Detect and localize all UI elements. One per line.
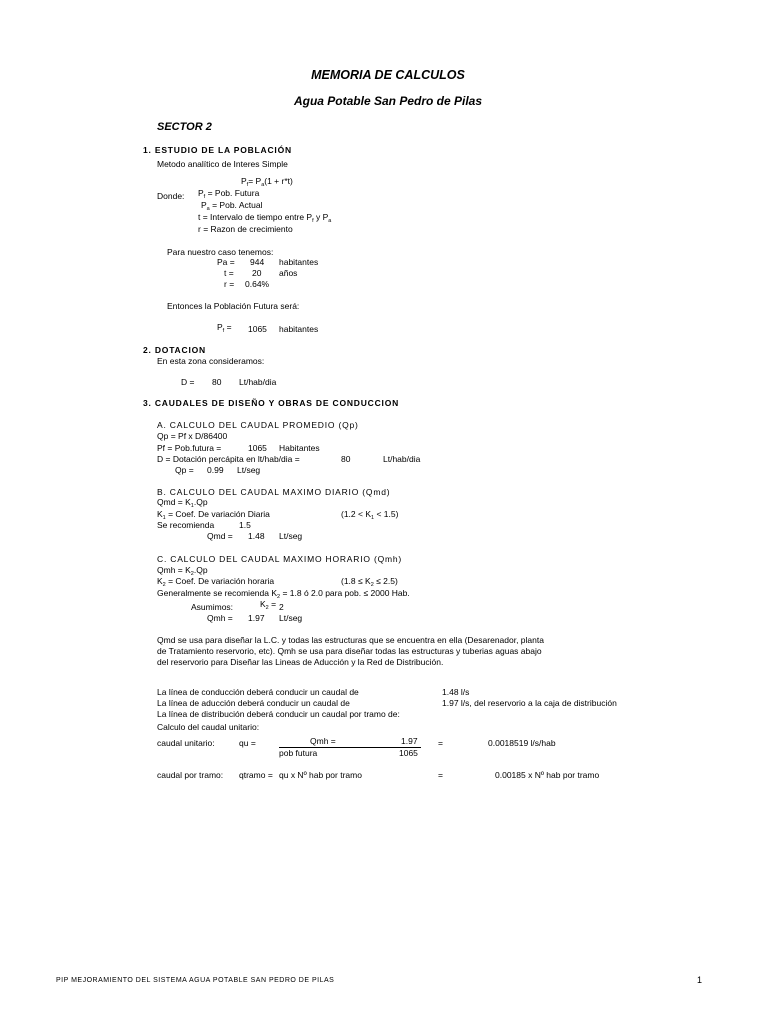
t-value: 20: [252, 268, 262, 278]
paragraph-line-3: del reservorio para Diseñar las Lineas de Aducción y la Red de Distribución.: [157, 657, 444, 667]
k2-assumed-value: 2: [279, 602, 284, 612]
pf-pob-unit: Habitantes: [279, 443, 320, 453]
recomienda-value: 1.5: [239, 520, 251, 530]
equals-sign-1: =: [438, 738, 443, 748]
caudal-por-tramo-label: caudal por tramo:: [157, 770, 224, 780]
pa-label: Pa =: [217, 257, 235, 267]
d-value: 80: [212, 377, 222, 387]
k2-assumed-label: $K_2$ =: [260, 599, 277, 611]
recomienda-label: Se recomienda: [157, 520, 215, 530]
dotacion-value: 80: [341, 454, 351, 464]
pf-value: 1065: [248, 324, 267, 334]
caso-text: Para nuestro caso tenemos:: [167, 247, 274, 257]
qmh-formula: Qmh = $K_2.Qp$: [157, 565, 208, 577]
dotacion-label: D = Dotación percápita en lt/hab/dia =: [157, 454, 300, 464]
t-unit: años: [279, 268, 298, 278]
document-subtitle: Agua Potable San Pedro de Pilas: [293, 94, 483, 108]
qmh-numerator-value: 1.97: [401, 736, 418, 746]
qmd-unit: Lt/seg: [279, 531, 303, 541]
r-label: r =: [224, 279, 235, 289]
generalmente-text: Generalmente se recomienda $K_2 = 1.8$ ó 2.0 para pob. ≤ 2000 Hab.: [157, 588, 410, 600]
k2-range: $(1.8 \le K_2 \le 2.5)$: [341, 576, 398, 588]
qmh-numerator-label: Qmh =: [310, 736, 336, 746]
linea-aduccion-value: 1.97 l/s, del reservorio a la caja de distribución: [442, 698, 617, 708]
sector-heading: SECTOR 2: [157, 121, 212, 133]
qmh-unit: Lt/seg: [279, 613, 303, 623]
caudal-por-tramo-result: 0.00185 x Nº hab por tramo: [495, 770, 600, 780]
qu-label: qu =: [239, 738, 256, 748]
calculo-text: Calculo del caudal unitario:: [157, 722, 260, 732]
pf-pob-value: 1065: [248, 443, 267, 453]
population-formula: $P_f= P_a(1 + r*t)$: [241, 176, 293, 188]
caudal-unitario-label: caudal unitario:: [157, 738, 215, 748]
qp-formula: Qp = Pf x D/86400: [157, 431, 228, 441]
pa-unit: habitantes: [279, 257, 319, 267]
qtramo-label: qtramo =: [239, 770, 273, 780]
subsection-a-heading: A. CALCULO DEL CAUDAL PROMEDIO (Qp): [157, 420, 359, 430]
linea-distribucion-text: La línea de distribución deberá conducir un caudal por tramo de:: [157, 709, 400, 719]
def-t: t = Intervalo de tiempo entre $P_f$ y $P_a$: [198, 212, 332, 224]
r-value: 0.64%: [245, 279, 270, 289]
page-number: 1: [697, 975, 703, 985]
qtramo-expression: qu x Nº hab por tramo: [279, 770, 362, 780]
t-label: t =: [224, 268, 234, 278]
qmh-label: Qmh =: [207, 613, 233, 623]
subsection-c-heading: C. CALCULO DEL CAUDAL MAXIMO HORARIO (Qmh): [157, 554, 403, 564]
pa-value: 944: [250, 257, 265, 267]
qp-unit: Lt/seg: [237, 465, 261, 475]
section-3-heading: 3. CAUDALES DE DISEÑO Y OBRAS DE CONDUCCION: [143, 398, 400, 408]
qp-label: Qp =: [175, 465, 194, 475]
paragraph-line-1: Qmd se usa para diseñar la L.C. y todas las estructuras que se encuentra en ella (Desarenador, planta: [157, 635, 544, 645]
qmd-value: 1.48: [248, 531, 265, 541]
subsection-b-heading: B. CALCULO DEL CAUDAL MAXIMO DIARIO (Qmd): [157, 487, 391, 497]
document-title: MEMORIA DE CALCULOS: [311, 68, 465, 82]
qmh-value: 1.97: [248, 613, 265, 623]
donde-label: Donde:: [157, 191, 185, 201]
k1-definition: $K_1$ = Coef. De variación Diaria: [157, 509, 270, 521]
section-2-heading: 2. DOTACION: [143, 345, 206, 355]
def-r: r = Razon de crecimiento: [198, 224, 293, 234]
linea-conduccion-text: La línea de conducción deberá conducir un caudal de: [157, 687, 359, 697]
qp-value: 0.99: [207, 465, 224, 475]
linea-aduccion-text: La línea de aducción deberá conducir un caudal de: [157, 698, 350, 708]
k1-range: $(1.2 < K_1 < 1.5)$: [341, 509, 399, 521]
caudal-unitario-result: 0.0018519 l/s/hab: [488, 738, 556, 748]
method-text: Metodo analítico de Interes Simple: [157, 159, 288, 169]
pf-unit: habitantes: [279, 324, 319, 334]
dotacion-text: En esta zona consideramos:: [157, 356, 265, 366]
pf-pob-label: Pf = Pob.futura =: [157, 443, 222, 453]
equals-sign-2: =: [438, 770, 443, 780]
k2-definition: $K_2$ = Coef. De variación horaria: [157, 576, 275, 588]
d-label: D =: [181, 377, 195, 387]
def-pf: $P_f$ = Pob. Futura: [198, 188, 260, 200]
paragraph-line-2: de Tratamiento reservorio, etc). Qmh se usa para diseñar todas las estructuras y tuberias aguas abajo: [157, 646, 542, 656]
qmd-label: Qmd =: [207, 531, 233, 541]
section-1-heading: 1. ESTUDIO DE LA POBLACIÓN: [143, 145, 292, 155]
def-pa: $P_a$ = Pob. Actual: [201, 200, 263, 212]
pf-label: $P_f$ =: [217, 322, 232, 334]
footer-text: PIP MEJORAMIENTO DEL SISTEMA AGUA POTABLE SAN PEDRO DE PILAS: [56, 977, 335, 984]
asumimos-label: Asumimos:: [191, 602, 234, 612]
qmd-formula: Qmd = $K_1.Qp$: [157, 497, 208, 509]
linea-conduccion-value: 1.48 l/s: [442, 687, 470, 697]
d-unit: Lt/hab/dia: [239, 377, 277, 387]
entonces-text: Entonces la Población Futura será:: [167, 301, 300, 311]
dotacion-unit: Lt/hab/dia: [383, 454, 421, 464]
pob-futura-denominator-value: 1065: [399, 748, 418, 758]
pob-futura-denominator-label: pob futura: [279, 748, 318, 758]
